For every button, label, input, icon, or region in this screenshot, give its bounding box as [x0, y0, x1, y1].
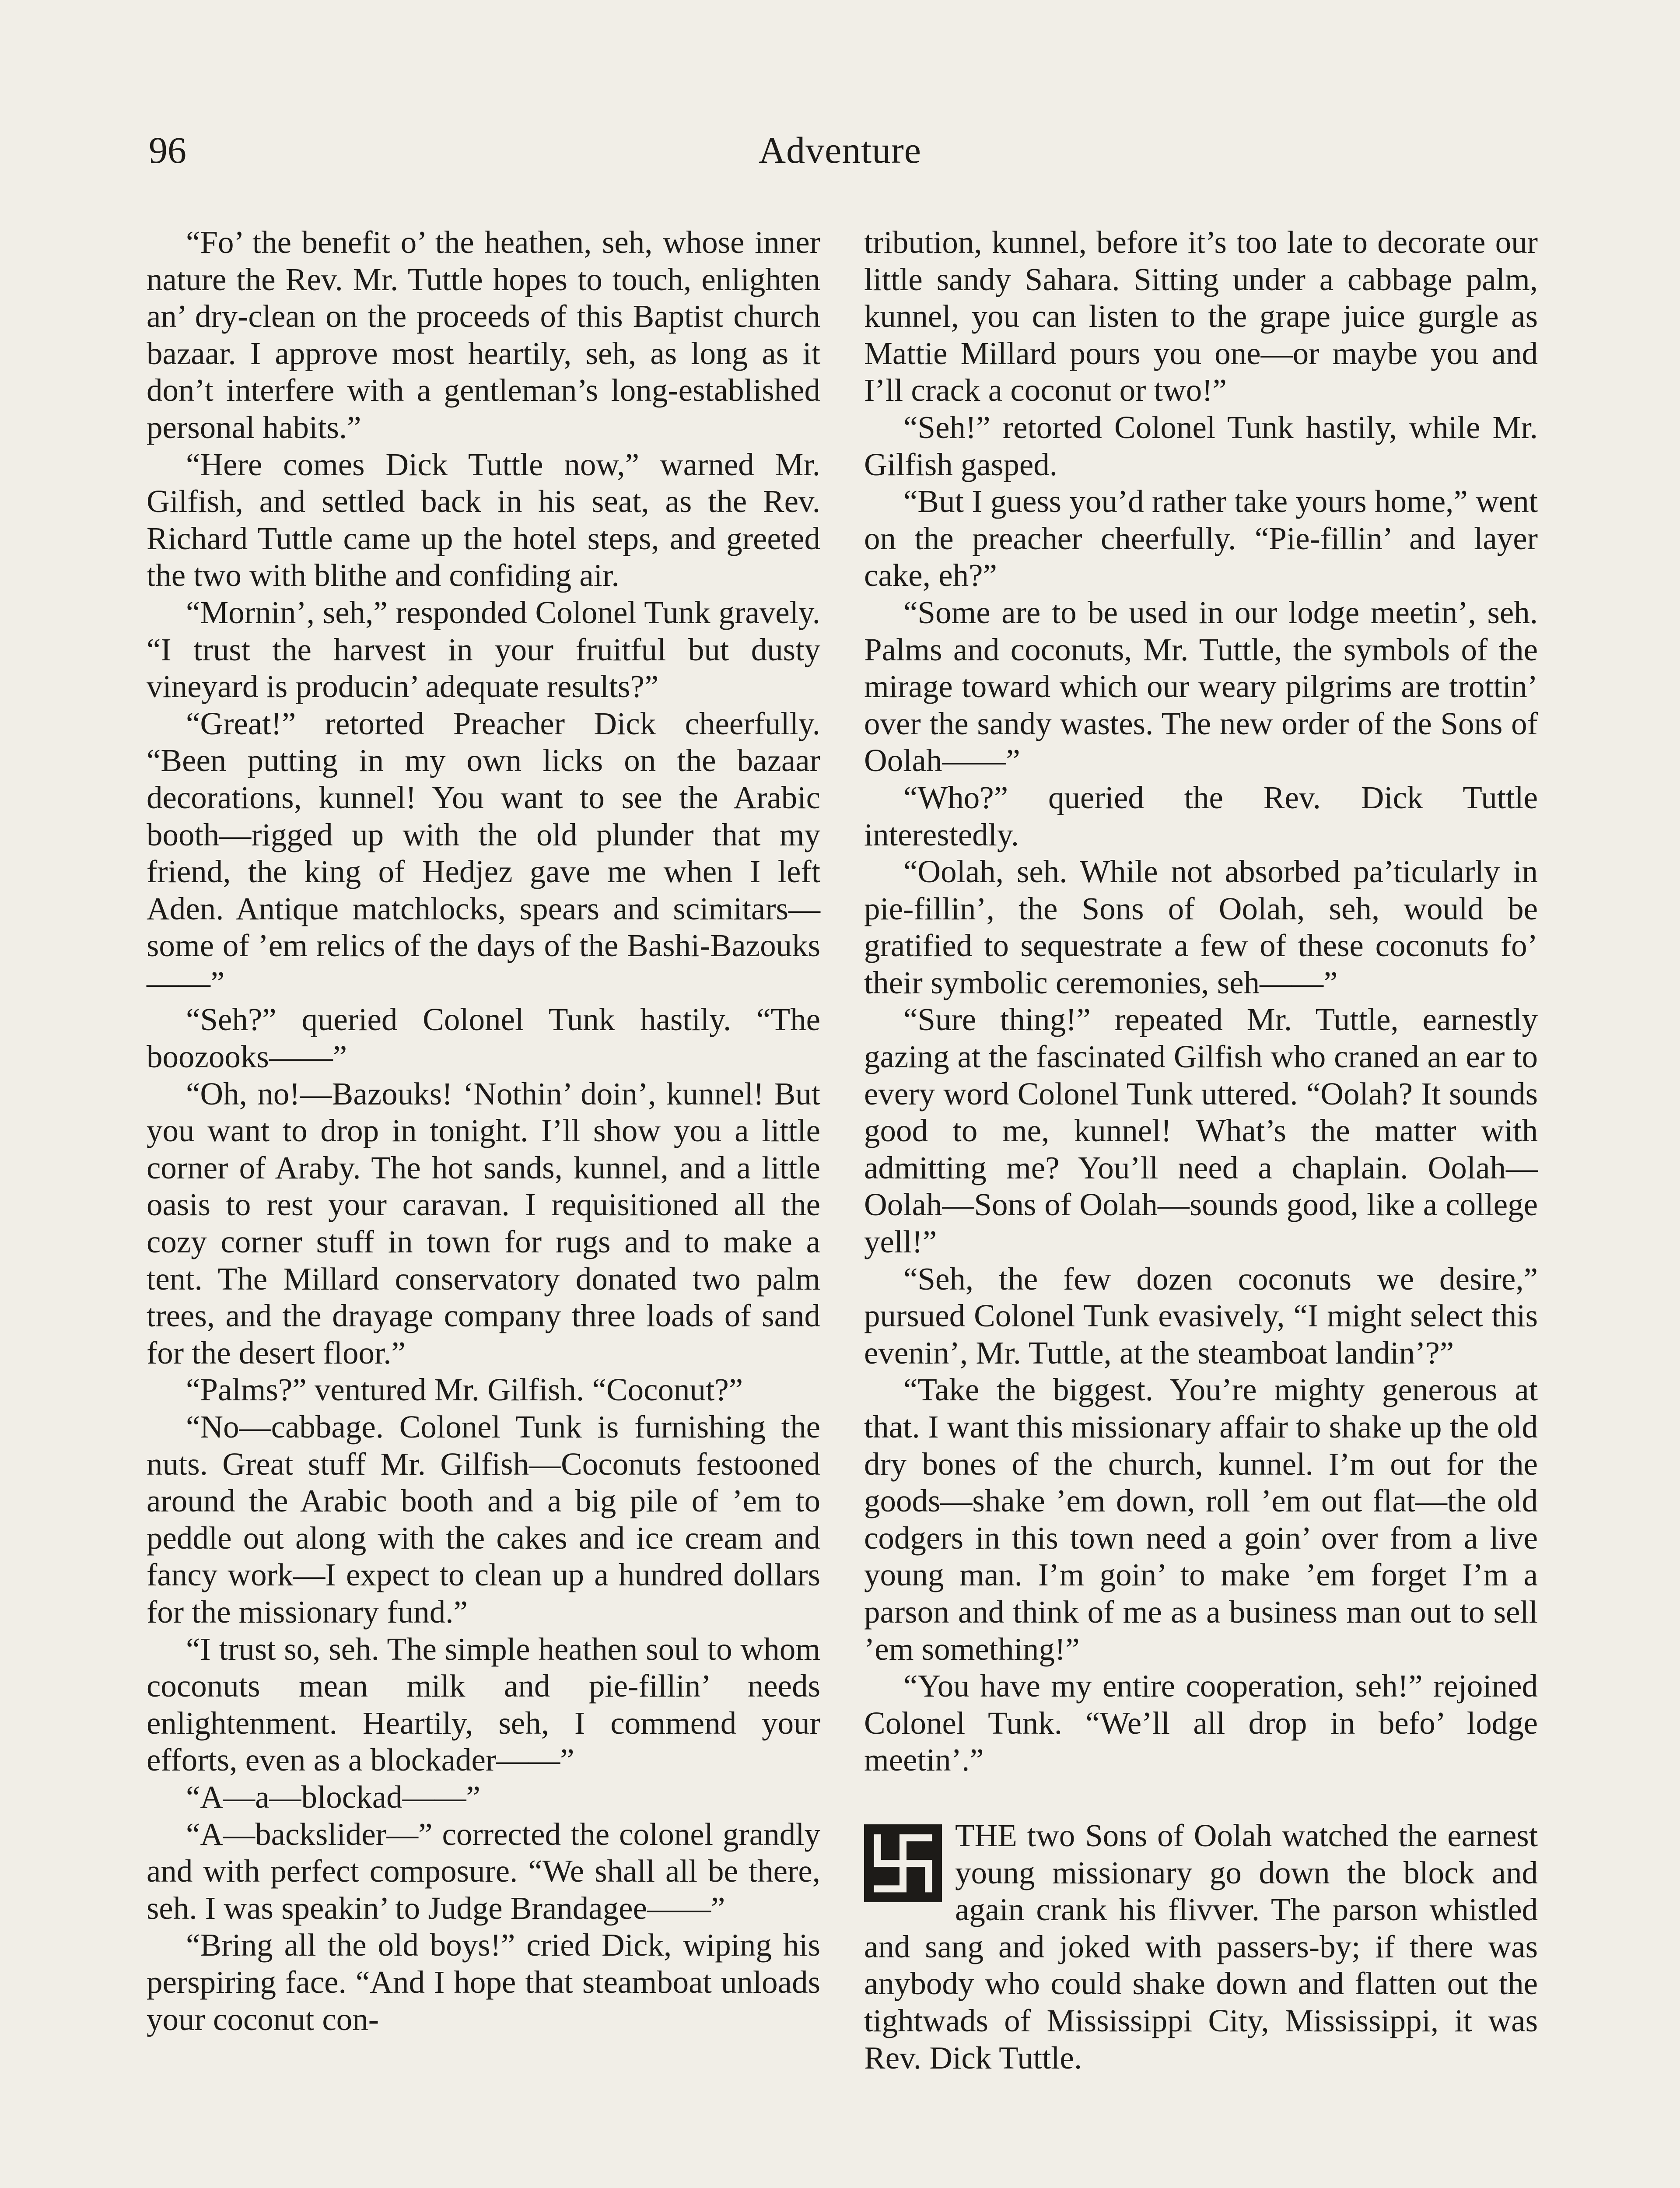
swastika-ornament-icon	[864, 1824, 942, 1902]
paragraph: “Who?” queried the Rev. Dick Tuttle interestedly.	[864, 779, 1538, 852]
paragraph: “Palms?” ventured Mr. Gilfish. “Coconut?”	[186, 1372, 743, 1408]
paragraph: “But I guess you’d rather take yours home,” went on the preacher cheerfully. “Pie-fillin’ and layer cake, eh?”	[864, 484, 1538, 593]
paragraph: “Mornin’, seh,” responded Colonel Tunk gravely. “I trust the harvest in your fruitful but dusty vineyard is producin’ adequate results?”	[147, 594, 820, 705]
left-column	[147, 224, 820, 2038]
right-column	[864, 224, 1538, 2076]
paragraph: “Oh, no!—Bazouks! ‘Nothin’ doin’, kunnel! But you want to drop in tonight. I’ll show you a little corner of Araby. The hot sands, kunnel, and a little oasis to rest your caravan. I requisitioned all the cozy corner stuff in town for rugs and to make a tent. The Millard conservatory donated two palm trees, and the drayage company three loads of sand for the desert floor.”	[147, 1076, 820, 1371]
paragraph: “Oolah, seh. While not absorbed pa’ticularly in pie-fillin’, the Sons of Oolah, seh, would be gratified to sequestrate a few of these coconuts fo’ their symbolic ceremonies, seh——”	[864, 854, 1538, 1000]
page-number: 96	[149, 129, 186, 171]
paragraph: “Seh, the few dozen coconuts we desire,” pursued Colonel Tunk evasively, “I might select this evenin’, Mr. Tuttle, at the steamboat landin’?”	[864, 1261, 1538, 1371]
paragraph: “Fo’ the benefit o’ the heathen, seh, whose inner nature the Rev. Mr. Tuttle hopes to touch, enlighten an’ dry-clean on the proceeds of this Baptist church bazaar. I approve most heartily, seh, as long as it don’t interfere with a gentleman’s long-established personal habits.”	[147, 224, 820, 445]
paragraph: “Bring all the old boys!” cried Dick, wiping his perspiring face. “And I hope that steamboat unloads your coconut con-	[147, 1927, 820, 2037]
paragraph: “Sure thing!” repeated Mr. Tuttle, earnestly gazing at the fascinated Gilfish who craned an ear to every word Colonel Tunk uttered. “Oolah? It sounds good to me, kunnel! What’s the matter with admitting me? You’ll need a chaplain. Oolah—Oolah—Sons of Oolah—sounds good, like a college yell!”	[864, 1002, 1538, 1260]
paragraph: “I trust so, seh. The simple heathen soul to whom coconuts mean milk and pie-fillin’ needs enlightenment. Heartily, seh, I commend your efforts, even as a blockader——”	[147, 1631, 820, 1778]
paragraph: “A—backslider—” corrected the colonel grandly and with perfect composure. “We shall all be there, seh. I was speakin’ to Judge Brandagee——”	[147, 1816, 820, 1926]
running-head: Adventure	[759, 129, 921, 171]
paragraph: “You have my entire cooperation, seh!” rejoined Colonel Tunk. “We’ll all drop in befo’ lodge meetin’.”	[864, 1668, 1538, 1778]
paragraph: “Seh?” queried Colonel Tunk hastily. “The boozooks——”	[147, 1002, 820, 1075]
paragraph: “Take the biggest. You’re mighty generous at that. I want this missionary affair to shake up the old dry bones of the church, kunnel. I’m out for the goods—shake ’em down, roll ’em out flat—the old codgers in this town need a goin’ over from a live young man. I’m goin’ to make ’em forget I’m a parson and think of me as a business man out to sell ’em something!”	[864, 1372, 1538, 1667]
paragraph: “No—cabbage. Colonel Tunk is furnishing the nuts. Great stuff Mr. Gilfish—Coconuts festooned around the Arabic booth and a big pile of ’em to peddle out along with the cakes and ice cream and fancy work—I expect to clean up a hundred dollars for the missionary fund.”	[147, 1409, 820, 1630]
paragraph: “Here comes Dick Tuttle now,” warned Mr. Gilfish, and settled back in his seat, as the Rev. Richard Tuttle came up the hotel steps, and greeted the two with blithe and confiding air.	[147, 446, 820, 593]
paragraph: “Seh!” retorted Colonel Tunk hastily, while Mr. Gilfish gasped.	[864, 409, 1538, 482]
paragraph: tribution, kunnel, before it’s too late to decorate our little sandy Sahara. Sitting under a cabbage palm, kunnel, you can listen to the grape juice gurgle as Mattie Millard pours you one—or maybe you and I’ll crack a coconut or two!”	[864, 224, 1538, 408]
paragraph: “Great!” retorted Preacher Dick cheerfully. “Been putting in my own licks on the bazaar decorations, kunnel! You want to see the Arabic booth—rigged up with the old plunder that my friend, the king of Hedjez gave me when I left Aden. Antique matchlocks, spears and scimitars—some of ’em relics of the days of the Bashi-Bazouks——”	[147, 705, 820, 1000]
paragraph: “Some are to be used in our lodge meetin’, seh. Palms and coconuts, Mr. Tuttle, the symbols of the mirage toward which our weary pilgrims are trottin’ over the sandy wastes. The new order of the Sons of Oolah——”	[864, 594, 1538, 778]
section-paragraph: THE two Sons of Oolah watched the earnest young missionary go down the block and again crank his flivver. The parson whistled and sang and joked with passers-by; if there was anybody who could shake down and flatten out the tightwads of Mississippi City, Mississippi, it was Rev. Dick Tuttle.	[864, 1817, 1538, 2076]
paragraph: “A—a—blockad——”	[186, 1779, 481, 1815]
